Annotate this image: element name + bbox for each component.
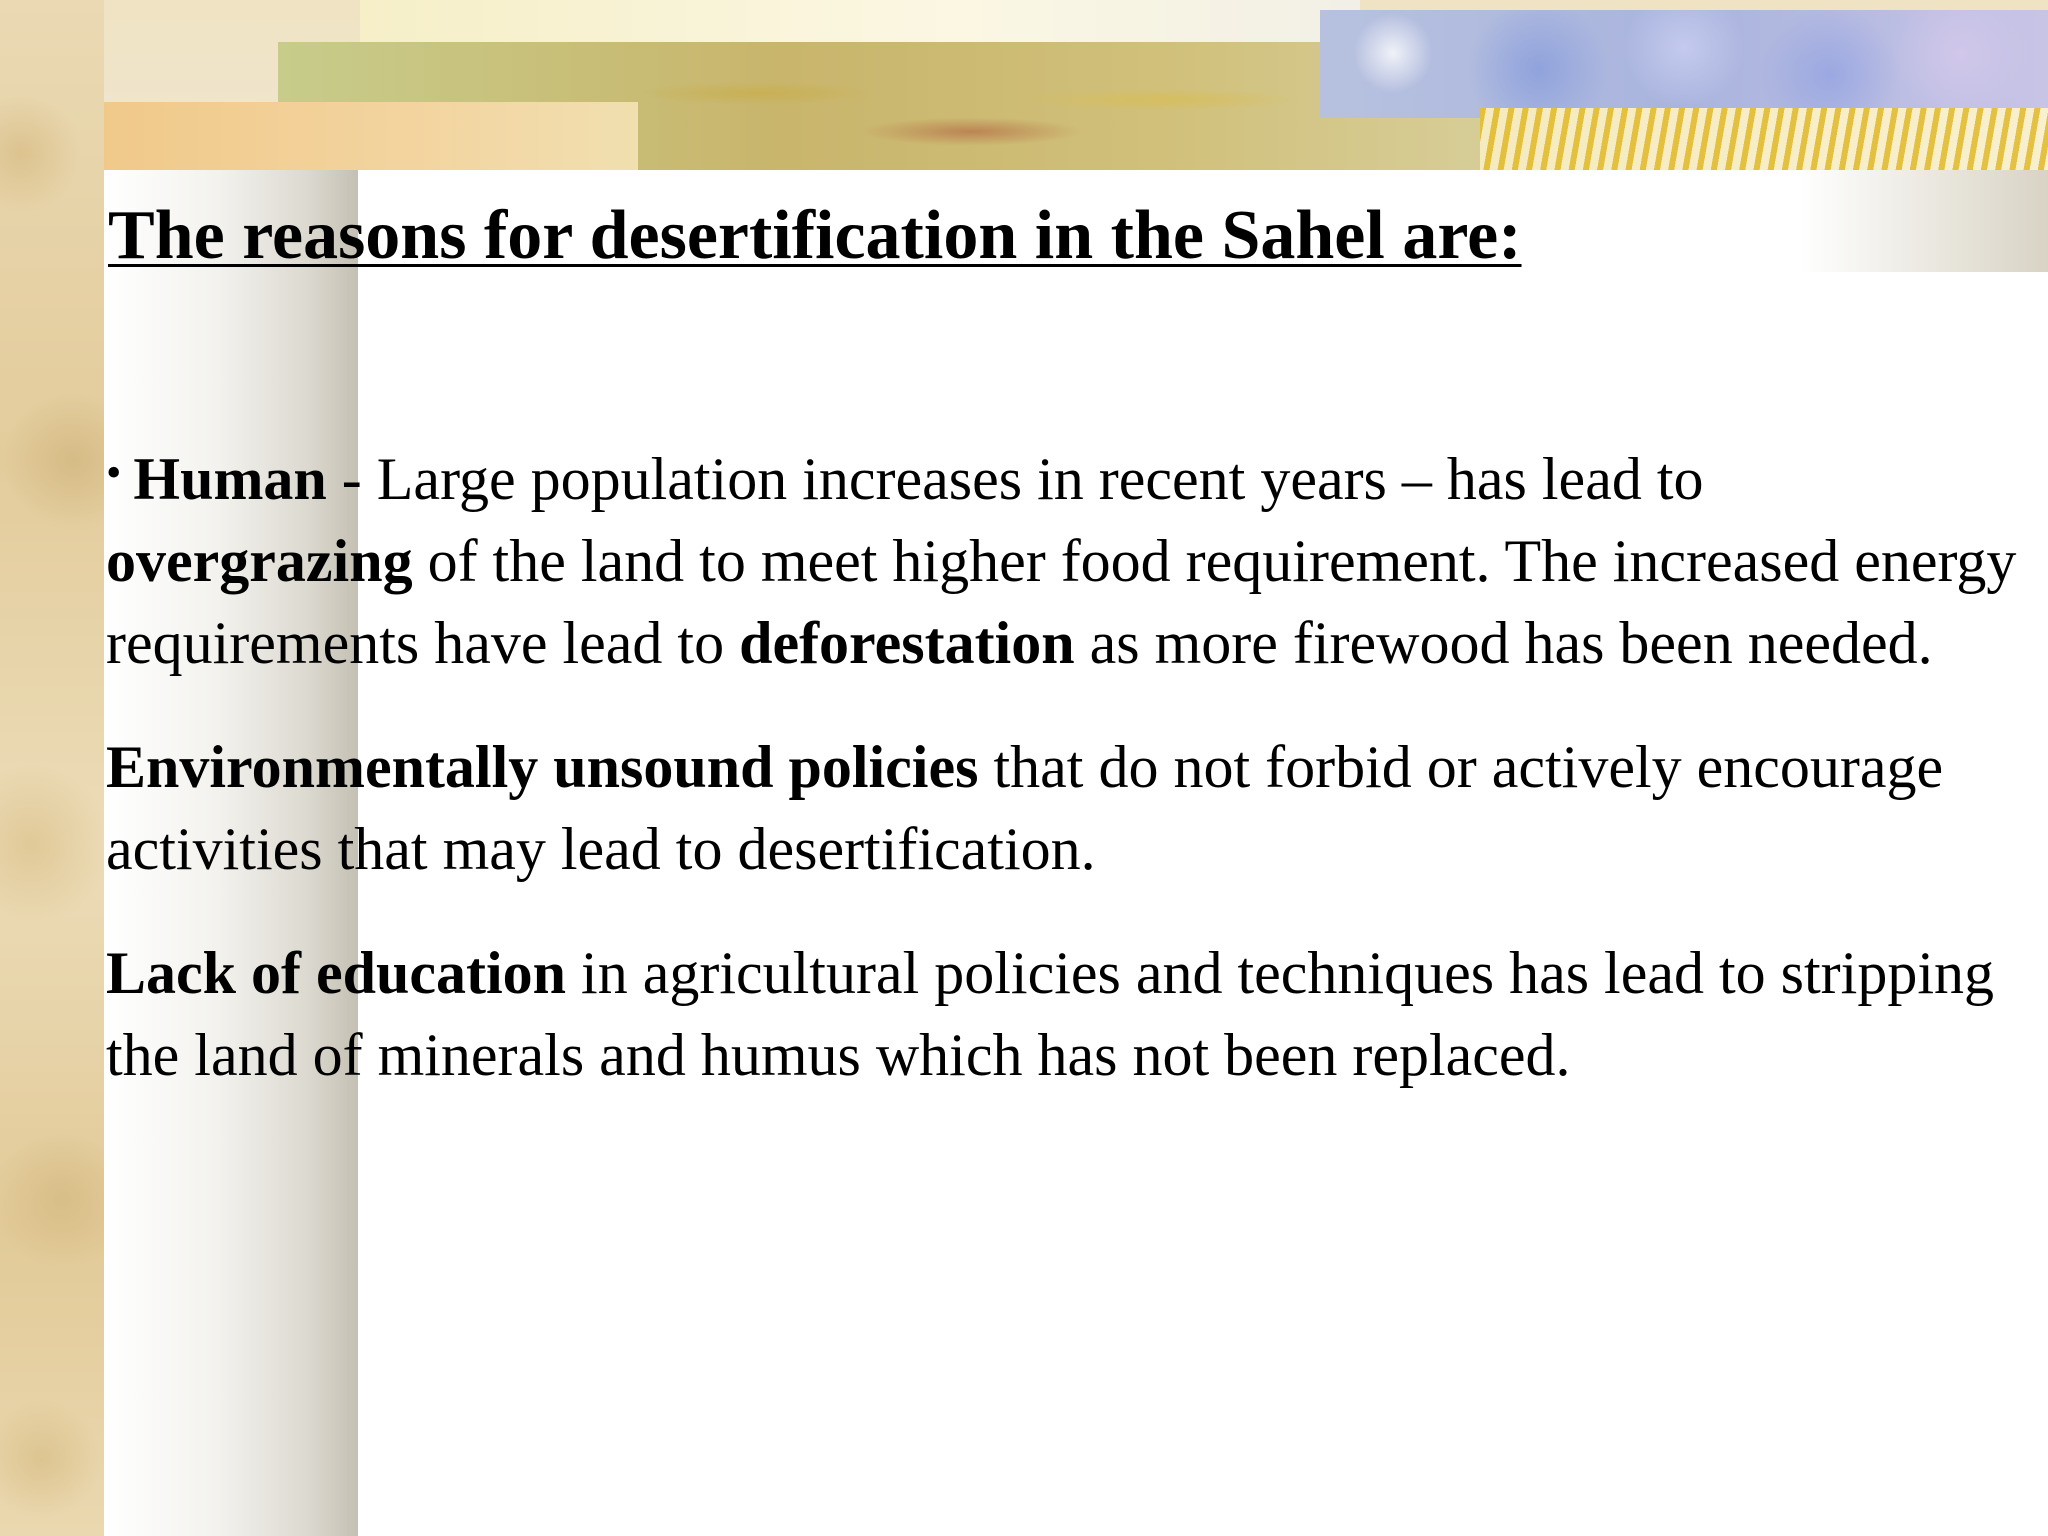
human-separator: - [326,446,377,512]
header-orange-strip [68,102,638,170]
blue-flowers-image [1320,10,2048,118]
paragraph-policies [106,726,2018,890]
human-text-3: as more firewood has been needed. [1074,610,1933,676]
overgrazing-term: overgrazing [106,528,413,594]
bullet-icon: • [106,448,122,497]
deforestation-term: deforestation [739,610,1075,676]
parchment-texture-strip [0,0,104,1536]
education-label: Lack of education [106,940,567,1006]
slide-body [106,432,2018,1138]
human-text-2: of the land to meet higher food requirement. The increased energy requirements have lead to [106,528,2017,676]
paragraph-education [106,932,2018,1096]
human-text-1: Large population increases in recent years – has lead to [376,446,1704,512]
slide-title: The reasons for desertification in the Sahel are: [108,197,1522,274]
policies-text: that do not forbid or actively encourage activities that may lead to desertification. [106,734,1944,882]
human-label: Human [133,446,327,512]
wheat-image [1480,108,2048,170]
header-cream-strip [360,0,1360,44]
education-text: in agricultural policies and techniques has lead to stripping the land of minerals and humus which has not been replaced. [106,940,1994,1088]
paragraph-human [106,432,2018,684]
policies-label: Environmentally unsound policies [106,734,979,800]
